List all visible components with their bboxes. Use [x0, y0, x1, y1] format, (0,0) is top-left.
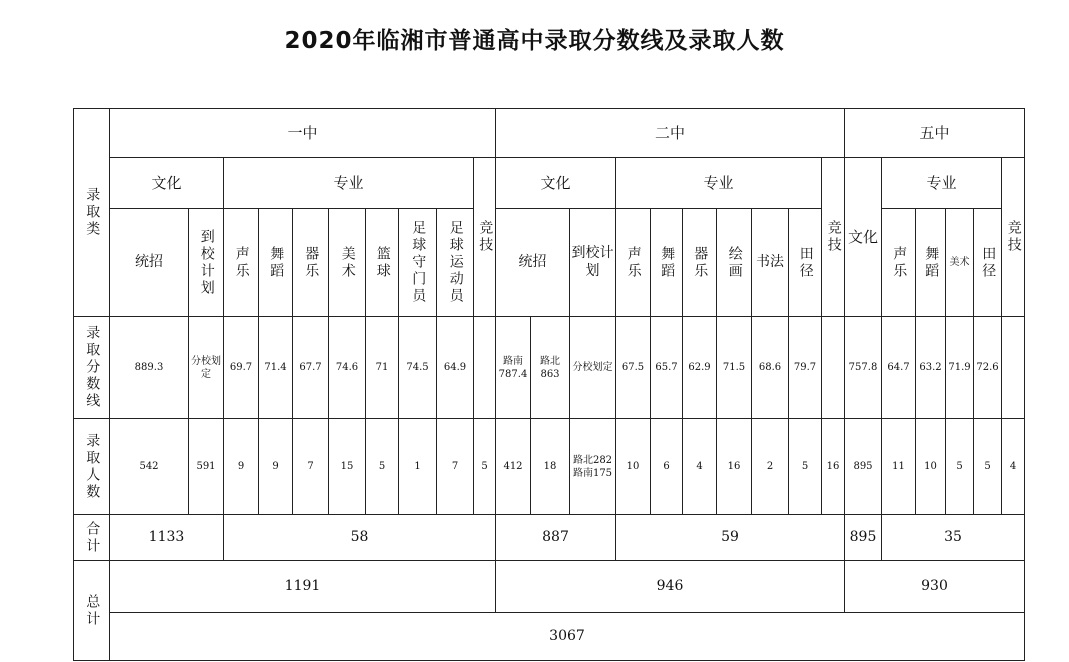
score-cell: 71.4	[259, 317, 293, 419]
score-row-label: 录取分数线	[74, 317, 110, 419]
count-cell: 7	[437, 419, 474, 515]
wuzhong-total: 930	[845, 561, 1025, 613]
erzhong-shufa: 书法	[752, 209, 789, 317]
yizhong-zhuanye-subtotal: 58	[224, 515, 496, 561]
score-cell: 74.6	[329, 317, 366, 419]
score-cell: 64.9	[437, 317, 474, 419]
score-cell: 分校划定	[189, 317, 224, 419]
subtotal-row-label: 合计	[74, 515, 110, 561]
total-row-label: 总计	[74, 561, 110, 661]
count-cell: 895	[845, 419, 882, 515]
score-cell	[822, 317, 845, 419]
wuzhong-shengyue: 声乐	[882, 209, 916, 317]
school-wuzhong: 五中	[845, 109, 1025, 158]
erzhong-shengyue: 声乐	[616, 209, 651, 317]
erzhong-wenhua: 文化	[496, 158, 616, 209]
wuzhong-wenhua: 文化	[845, 158, 882, 317]
score-cell: 分校划定	[570, 317, 616, 419]
score-cell	[1002, 317, 1025, 419]
erzhong-tongzhao: 统招	[496, 209, 570, 317]
count-cell: 11	[882, 419, 916, 515]
wuzhong-wudao: 舞蹈	[916, 209, 946, 317]
erzhong-huihua: 绘画	[717, 209, 752, 317]
count-cell: 9	[224, 419, 259, 515]
erzhong-qiyue: 器乐	[683, 209, 717, 317]
count-cell: 10	[916, 419, 946, 515]
yizhong-zhuanye: 专业	[224, 158, 474, 209]
yizhong-tongzhao: 统招	[110, 209, 189, 317]
count-cell: 9	[259, 419, 293, 515]
yizhong-daoxiao: 到校计划	[189, 209, 224, 317]
count-cell: 4	[1002, 419, 1025, 515]
wuzhong-wenhua-subtotal: 895	[845, 515, 882, 561]
score-cell: 62.9	[683, 317, 717, 419]
score-cell: 路南787.4	[496, 317, 531, 419]
erzhong-zhuanye: 专业	[616, 158, 822, 209]
count-cell: 542	[110, 419, 189, 515]
count-cell: 412	[496, 419, 531, 515]
count-cell: 1	[399, 419, 437, 515]
count-cell: 10	[616, 419, 651, 515]
yizhong-qiyue: 器乐	[293, 209, 329, 317]
score-cell: 65.7	[651, 317, 683, 419]
wuzhong-zhuanye: 专业	[882, 158, 1002, 209]
count-cell: 5	[474, 419, 496, 515]
admission-table	[73, 108, 1025, 661]
score-cell	[474, 317, 496, 419]
score-cell: 63.2	[916, 317, 946, 419]
count-cell: 7	[293, 419, 329, 515]
erzhong-wenhua-subtotal: 887	[496, 515, 616, 561]
score-cell: 68.6	[752, 317, 789, 419]
count-cell: 15	[329, 419, 366, 515]
count-cell: 2	[752, 419, 789, 515]
wuzhong-meishu: 美术	[946, 209, 974, 317]
grand-total: 3067	[110, 613, 1025, 661]
count-cell: 4	[683, 419, 717, 515]
wuzhong-tianjing: 田径	[974, 209, 1002, 317]
score-cell: 889.3	[110, 317, 189, 419]
erzhong-tianjing: 田径	[789, 209, 822, 317]
erzhong-jingji: 竞技	[822, 158, 845, 317]
score-cell: 79.7	[789, 317, 822, 419]
yizhong-wenhua-subtotal: 1133	[110, 515, 224, 561]
score-cell: 74.5	[399, 317, 437, 419]
page-title: 2020年临湘市普通高中录取分数线及录取人数	[284, 28, 785, 54]
count-cell: 6	[651, 419, 683, 515]
score-cell: 69.7	[224, 317, 259, 419]
score-cell: 67.7	[293, 317, 329, 419]
score-cell: 71	[366, 317, 399, 419]
erzhong-daoxiao: 到校计划	[570, 209, 616, 317]
count-cell: 16	[822, 419, 845, 515]
wuzhong-jingji: 竞技	[1002, 158, 1025, 317]
yizhong-jingji: 竞技	[474, 158, 496, 317]
score-cell: 72.6	[974, 317, 1002, 419]
yizhong-wenhua: 文化	[110, 158, 224, 209]
count-cell: 5	[946, 419, 974, 515]
score-cell: 路北863	[531, 317, 570, 419]
yizhong-zuqiu-shoumen: 足球守门员	[399, 209, 437, 317]
count-cell: 16	[717, 419, 752, 515]
wuzhong-zhuanye-subtotal: 35	[882, 515, 1025, 561]
erzhong-zhuanye-subtotal: 59	[616, 515, 845, 561]
score-cell: 757.8	[845, 317, 882, 419]
count-cell: 591	[189, 419, 224, 515]
count-cell: 5	[974, 419, 1002, 515]
count-cell: 5	[789, 419, 822, 515]
school-yizhong: 一中	[110, 109, 496, 158]
count-row-label: 录取人数	[74, 419, 110, 515]
score-cell: 64.7	[882, 317, 916, 419]
yizhong-total: 1191	[110, 561, 496, 613]
yizhong-zuqiu-yundong: 足球运动员	[437, 209, 474, 317]
yizhong-shengyue: 声乐	[224, 209, 259, 317]
score-cell: 71.5	[717, 317, 752, 419]
erzhong-total: 946	[496, 561, 845, 613]
count-cell: 5	[366, 419, 399, 515]
score-cell: 71.9	[946, 317, 974, 419]
school-erzhong: 二中	[496, 109, 845, 158]
yizhong-meishu: 美术	[329, 209, 366, 317]
category-header: 录取类	[74, 109, 110, 317]
yizhong-wudao: 舞蹈	[259, 209, 293, 317]
score-cell: 67.5	[616, 317, 651, 419]
erzhong-wudao: 舞蹈	[651, 209, 683, 317]
count-cell: 18	[531, 419, 570, 515]
count-cell: 路北282路南175	[570, 419, 616, 515]
yizhong-lanqiu: 篮球	[366, 209, 399, 317]
